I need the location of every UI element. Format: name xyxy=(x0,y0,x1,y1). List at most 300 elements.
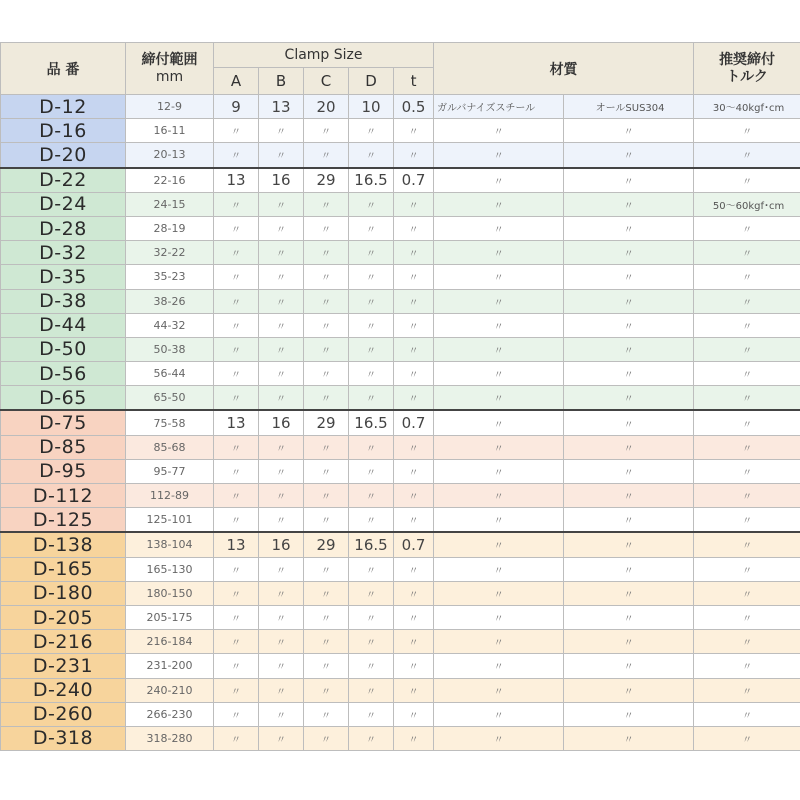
dim-a: 〃 xyxy=(214,605,259,629)
dim-d: 〃 xyxy=(349,605,394,629)
dim-a: 〃 xyxy=(214,484,259,508)
table-row xyxy=(1,605,800,629)
dim-c: 〃 xyxy=(304,192,349,216)
dim-t: 〃 xyxy=(394,605,434,629)
dim-c: 〃 xyxy=(304,313,349,337)
dim-d: 〃 xyxy=(349,362,394,386)
part-code: D-95 xyxy=(1,459,126,483)
torque: 〃 xyxy=(694,678,800,702)
material-1: 〃 xyxy=(434,508,564,533)
header-torque-line1: 推奨締付 xyxy=(719,51,776,68)
table-row xyxy=(1,726,800,750)
dim-t: 〃 xyxy=(394,435,434,459)
dim-a: 〃 xyxy=(214,362,259,386)
part-code: D-112 xyxy=(1,484,126,508)
clamp-range: 32-22 xyxy=(126,241,214,265)
table-row xyxy=(1,241,800,265)
torque: 〃 xyxy=(694,119,800,143)
dim-a: 〃 xyxy=(214,557,259,581)
clamp-range: 165-130 xyxy=(126,557,214,581)
clamp-range: 65-50 xyxy=(126,386,214,411)
dim-t: 〃 xyxy=(394,192,434,216)
dim-a: 〃 xyxy=(214,265,259,289)
dim-d: 〃 xyxy=(349,630,394,654)
header-dim-b: B xyxy=(259,68,304,95)
dim-a: 13 xyxy=(214,410,259,435)
material-2: 〃 xyxy=(564,726,694,750)
material-2: 〃 xyxy=(564,313,694,337)
material-2: 〃 xyxy=(564,241,694,265)
material-2: 〃 xyxy=(564,216,694,240)
dim-a: 〃 xyxy=(214,459,259,483)
material-2: 〃 xyxy=(564,119,694,143)
dim-c: 20 xyxy=(304,95,349,119)
material-1: 〃 xyxy=(434,241,564,265)
table-row xyxy=(1,95,800,119)
dim-b: 〃 xyxy=(259,581,304,605)
part-code: D-260 xyxy=(1,702,126,726)
dim-c: 〃 xyxy=(304,508,349,533)
torque: 〃 xyxy=(694,241,800,265)
torque: 〃 xyxy=(694,557,800,581)
dim-c: 〃 xyxy=(304,143,349,168)
torque: 〃 xyxy=(694,459,800,483)
dim-c: 〃 xyxy=(304,289,349,313)
torque: 〃 xyxy=(694,289,800,313)
hose-clamp-spec-table xyxy=(0,42,800,751)
table-row xyxy=(1,678,800,702)
dim-c: 〃 xyxy=(304,581,349,605)
table-row xyxy=(1,532,800,557)
table-row xyxy=(1,630,800,654)
part-code: D-205 xyxy=(1,605,126,629)
part-code: D-240 xyxy=(1,678,126,702)
dim-t: 〃 xyxy=(394,484,434,508)
dim-b: 16 xyxy=(259,168,304,193)
dim-t: 〃 xyxy=(394,459,434,483)
dim-c: 〃 xyxy=(304,435,349,459)
dim-c: 〃 xyxy=(304,362,349,386)
dim-a: 〃 xyxy=(214,726,259,750)
table-row xyxy=(1,459,800,483)
dim-b: 〃 xyxy=(259,337,304,361)
material-1: 〃 xyxy=(434,605,564,629)
table-row xyxy=(1,581,800,605)
dim-c: 〃 xyxy=(304,241,349,265)
dim-c: 〃 xyxy=(304,726,349,750)
dim-t: 0.7 xyxy=(394,410,434,435)
clamp-range: 35-23 xyxy=(126,265,214,289)
table-row xyxy=(1,216,800,240)
dim-t: 〃 xyxy=(394,702,434,726)
dim-b: 13 xyxy=(259,95,304,119)
clamp-range: 75-58 xyxy=(126,410,214,435)
dim-t: 〃 xyxy=(394,508,434,533)
dim-d: 16.5 xyxy=(349,168,394,193)
dim-b: 〃 xyxy=(259,654,304,678)
header-dim-c: C xyxy=(304,68,349,95)
dim-t: 〃 xyxy=(394,630,434,654)
dim-c: 〃 xyxy=(304,119,349,143)
dim-d: 〃 xyxy=(349,313,394,337)
dim-d: 〃 xyxy=(349,581,394,605)
header-clamp-size: Clamp Size xyxy=(214,43,434,68)
clamp-range: 24-15 xyxy=(126,192,214,216)
table-row xyxy=(1,119,800,143)
part-code: D-56 xyxy=(1,362,126,386)
dim-d: 〃 xyxy=(349,678,394,702)
dim-t: 〃 xyxy=(394,289,434,313)
material-1: 〃 xyxy=(434,289,564,313)
material-2: 〃 xyxy=(564,678,694,702)
dim-d: 〃 xyxy=(349,557,394,581)
dim-d: 〃 xyxy=(349,216,394,240)
torque: 〃 xyxy=(694,362,800,386)
table-row xyxy=(1,386,800,411)
header-dim-a: A xyxy=(214,68,259,95)
dim-a: 13 xyxy=(214,168,259,193)
header-dim-t: t xyxy=(394,68,434,95)
dim-c: 29 xyxy=(304,532,349,557)
dim-b: 〃 xyxy=(259,678,304,702)
dim-c: 〃 xyxy=(304,337,349,361)
dim-a: 〃 xyxy=(214,630,259,654)
header-part-no: 品 番 xyxy=(1,43,126,95)
table-row xyxy=(1,484,800,508)
table-header xyxy=(1,43,800,95)
material-1: 〃 xyxy=(434,557,564,581)
clamp-range: 125-101 xyxy=(126,508,214,533)
dim-a: 〃 xyxy=(214,241,259,265)
dim-d: 〃 xyxy=(349,654,394,678)
clamp-range: 231-200 xyxy=(126,654,214,678)
clamp-range: 138-104 xyxy=(126,532,214,557)
dim-t: 〃 xyxy=(394,313,434,337)
dim-a: 〃 xyxy=(214,337,259,361)
dim-c: 〃 xyxy=(304,386,349,411)
torque: 〃 xyxy=(694,581,800,605)
dim-b: 〃 xyxy=(259,362,304,386)
material-2: 〃 xyxy=(564,410,694,435)
dim-d: 〃 xyxy=(349,241,394,265)
table-row xyxy=(1,435,800,459)
dim-c: 〃 xyxy=(304,605,349,629)
clamp-range: 50-38 xyxy=(126,337,214,361)
torque: 〃 xyxy=(694,337,800,361)
material-2: 〃 xyxy=(564,484,694,508)
dim-c: 〃 xyxy=(304,265,349,289)
dim-d: 〃 xyxy=(349,726,394,750)
table-row xyxy=(1,265,800,289)
torque: 〃 xyxy=(694,313,800,337)
table-row xyxy=(1,508,800,533)
table-row xyxy=(1,337,800,361)
torque: 〃 xyxy=(694,532,800,557)
clamp-range: 95-77 xyxy=(126,459,214,483)
dim-b: 〃 xyxy=(259,435,304,459)
torque: 〃 xyxy=(694,143,800,168)
material-2: 〃 xyxy=(564,605,694,629)
part-code: D-216 xyxy=(1,630,126,654)
dim-d: 〃 xyxy=(349,508,394,533)
part-code: D-16 xyxy=(1,119,126,143)
dim-b: 〃 xyxy=(259,459,304,483)
header-torque xyxy=(694,43,800,95)
dim-a: 〃 xyxy=(214,386,259,411)
material-2: 〃 xyxy=(564,459,694,483)
dim-b: 16 xyxy=(259,532,304,557)
dim-b: 〃 xyxy=(259,143,304,168)
torque: 〃 xyxy=(694,654,800,678)
material-1: 〃 xyxy=(434,581,564,605)
dim-b: 〃 xyxy=(259,313,304,337)
material-2: 〃 xyxy=(564,508,694,533)
material-1: 〃 xyxy=(434,630,564,654)
dim-c: 〃 xyxy=(304,678,349,702)
torque: 〃 xyxy=(694,435,800,459)
dim-a: 〃 xyxy=(214,119,259,143)
dim-d: 〃 xyxy=(349,386,394,411)
part-code: D-318 xyxy=(1,726,126,750)
dim-t: 〃 xyxy=(394,143,434,168)
table-row xyxy=(1,362,800,386)
dim-b: 〃 xyxy=(259,241,304,265)
dim-d: 〃 xyxy=(349,119,394,143)
torque: 〃 xyxy=(694,265,800,289)
material-2: 〃 xyxy=(564,143,694,168)
dim-d: 〃 xyxy=(349,265,394,289)
material-1: 〃 xyxy=(434,362,564,386)
torque: 〃 xyxy=(694,410,800,435)
part-code: D-165 xyxy=(1,557,126,581)
dim-a: 〃 xyxy=(214,192,259,216)
header-range-unit: mm xyxy=(155,68,184,85)
clamp-range: 38-26 xyxy=(126,289,214,313)
dim-c: 〃 xyxy=(304,702,349,726)
dim-a: 〃 xyxy=(214,216,259,240)
dim-b: 〃 xyxy=(259,630,304,654)
material-1: 〃 xyxy=(434,532,564,557)
material-1: 〃 xyxy=(434,119,564,143)
dim-a: 〃 xyxy=(214,435,259,459)
torque: 〃 xyxy=(694,630,800,654)
part-code: D-28 xyxy=(1,216,126,240)
dim-t: 〃 xyxy=(394,337,434,361)
torque: 〃 xyxy=(694,726,800,750)
part-code: D-44 xyxy=(1,313,126,337)
material-1: 〃 xyxy=(434,337,564,361)
dim-b: 〃 xyxy=(259,216,304,240)
dim-d: 〃 xyxy=(349,435,394,459)
clamp-range: 112-89 xyxy=(126,484,214,508)
table-row xyxy=(1,289,800,313)
dim-d: 16.5 xyxy=(349,532,394,557)
dim-t: 〃 xyxy=(394,241,434,265)
header-material: 材質 xyxy=(434,43,694,95)
dim-b: 〃 xyxy=(259,702,304,726)
clamp-range: 240-210 xyxy=(126,678,214,702)
dim-a: 〃 xyxy=(214,313,259,337)
material-1: 〃 xyxy=(434,678,564,702)
clamp-range: 16-11 xyxy=(126,119,214,143)
clamp-range: 20-13 xyxy=(126,143,214,168)
material-1: 〃 xyxy=(434,265,564,289)
clamp-range: 56-44 xyxy=(126,362,214,386)
material-2: 〃 xyxy=(564,289,694,313)
clamp-range: 266-230 xyxy=(126,702,214,726)
dim-b: 〃 xyxy=(259,484,304,508)
part-code: D-35 xyxy=(1,265,126,289)
part-code: D-180 xyxy=(1,581,126,605)
clamp-range: 205-175 xyxy=(126,605,214,629)
material-2: 〃 xyxy=(564,168,694,193)
dim-a: 〃 xyxy=(214,289,259,313)
part-code: D-38 xyxy=(1,289,126,313)
dim-t: 〃 xyxy=(394,654,434,678)
torque: 30～40kgf･cm xyxy=(694,95,800,119)
part-code: D-125 xyxy=(1,508,126,533)
dim-d: 10 xyxy=(349,95,394,119)
torque: 〃 xyxy=(694,216,800,240)
material-1: 〃 xyxy=(434,726,564,750)
dim-b: 〃 xyxy=(259,289,304,313)
material-1: 〃 xyxy=(434,313,564,337)
torque: 〃 xyxy=(694,605,800,629)
dim-c: 〃 xyxy=(304,216,349,240)
table-row xyxy=(1,410,800,435)
clamp-range: 180-150 xyxy=(126,581,214,605)
dim-b: 〃 xyxy=(259,265,304,289)
table-row xyxy=(1,192,800,216)
dim-b: 〃 xyxy=(259,605,304,629)
dim-a: 〃 xyxy=(214,508,259,533)
dim-a: 〃 xyxy=(214,654,259,678)
table-row xyxy=(1,143,800,168)
dim-d: 〃 xyxy=(349,484,394,508)
part-code: D-20 xyxy=(1,143,126,168)
dim-b: 16 xyxy=(259,410,304,435)
material-2: 〃 xyxy=(564,192,694,216)
material-2: 〃 xyxy=(564,362,694,386)
material-1: 〃 xyxy=(434,168,564,193)
dim-t: 〃 xyxy=(394,557,434,581)
part-code: D-138 xyxy=(1,532,126,557)
torque: 〃 xyxy=(694,484,800,508)
dim-d: 〃 xyxy=(349,337,394,361)
material-1: 〃 xyxy=(434,702,564,726)
table-row xyxy=(1,557,800,581)
material-1: 〃 xyxy=(434,484,564,508)
table-row xyxy=(1,168,800,193)
dim-b: 〃 xyxy=(259,119,304,143)
header-range-label: 締付範囲 xyxy=(141,51,198,68)
dim-a: 〃 xyxy=(214,678,259,702)
spec-table-container xyxy=(0,42,800,751)
dim-d: 〃 xyxy=(349,289,394,313)
dim-b: 〃 xyxy=(259,508,304,533)
material-2: 〃 xyxy=(564,630,694,654)
dim-c: 29 xyxy=(304,168,349,193)
material-2: 〃 xyxy=(564,581,694,605)
dim-c: 〃 xyxy=(304,484,349,508)
dim-a: 〃 xyxy=(214,143,259,168)
material-2: 〃 xyxy=(564,654,694,678)
table-row xyxy=(1,654,800,678)
dim-t: 0.5 xyxy=(394,95,434,119)
material-1: 〃 xyxy=(434,435,564,459)
table-body xyxy=(1,95,800,751)
part-code: D-24 xyxy=(1,192,126,216)
clamp-range: 85-68 xyxy=(126,435,214,459)
material-1: 〃 xyxy=(434,410,564,435)
clamp-range: 28-19 xyxy=(126,216,214,240)
part-code: D-75 xyxy=(1,410,126,435)
material-1: 〃 xyxy=(434,216,564,240)
clamp-range: 318-280 xyxy=(126,726,214,750)
header-clamp-range xyxy=(126,43,214,95)
part-code: D-22 xyxy=(1,168,126,193)
dim-c: 〃 xyxy=(304,630,349,654)
material-1: 〃 xyxy=(434,386,564,411)
material-1: 〃 xyxy=(434,143,564,168)
dim-c: 29 xyxy=(304,410,349,435)
material-2: 〃 xyxy=(564,386,694,411)
dim-c: 〃 xyxy=(304,459,349,483)
dim-t: 〃 xyxy=(394,362,434,386)
material-1: ガルバナイズスチール xyxy=(434,95,564,119)
dim-d: 〃 xyxy=(349,702,394,726)
material-1: 〃 xyxy=(434,459,564,483)
material-2: 〃 xyxy=(564,435,694,459)
table-row xyxy=(1,313,800,337)
material-1: 〃 xyxy=(434,192,564,216)
dim-d: 16.5 xyxy=(349,410,394,435)
header-dim-d: D xyxy=(349,68,394,95)
dim-t: 〃 xyxy=(394,265,434,289)
dim-a: 〃 xyxy=(214,702,259,726)
dim-b: 〃 xyxy=(259,557,304,581)
part-code: D-231 xyxy=(1,654,126,678)
dim-t: 〃 xyxy=(394,726,434,750)
dim-b: 〃 xyxy=(259,192,304,216)
dim-a: 13 xyxy=(214,532,259,557)
dim-c: 〃 xyxy=(304,557,349,581)
part-code: D-50 xyxy=(1,337,126,361)
material-2: 〃 xyxy=(564,532,694,557)
dim-t: 〃 xyxy=(394,216,434,240)
material-2: 〃 xyxy=(564,265,694,289)
part-code: D-12 xyxy=(1,95,126,119)
dim-t: 〃 xyxy=(394,386,434,411)
torque: 50～60kgf･cm xyxy=(694,192,800,216)
dim-t: 〃 xyxy=(394,119,434,143)
material-1: 〃 xyxy=(434,654,564,678)
part-code: D-85 xyxy=(1,435,126,459)
dim-d: 〃 xyxy=(349,192,394,216)
torque: 〃 xyxy=(694,168,800,193)
dim-c: 〃 xyxy=(304,654,349,678)
material-2: 〃 xyxy=(564,702,694,726)
dim-b: 〃 xyxy=(259,386,304,411)
dim-t: 〃 xyxy=(394,581,434,605)
torque: 〃 xyxy=(694,386,800,411)
clamp-range: 44-32 xyxy=(126,313,214,337)
part-code: D-65 xyxy=(1,386,126,411)
dim-d: 〃 xyxy=(349,143,394,168)
clamp-range: 216-184 xyxy=(126,630,214,654)
dim-d: 〃 xyxy=(349,459,394,483)
dim-a: 〃 xyxy=(214,581,259,605)
